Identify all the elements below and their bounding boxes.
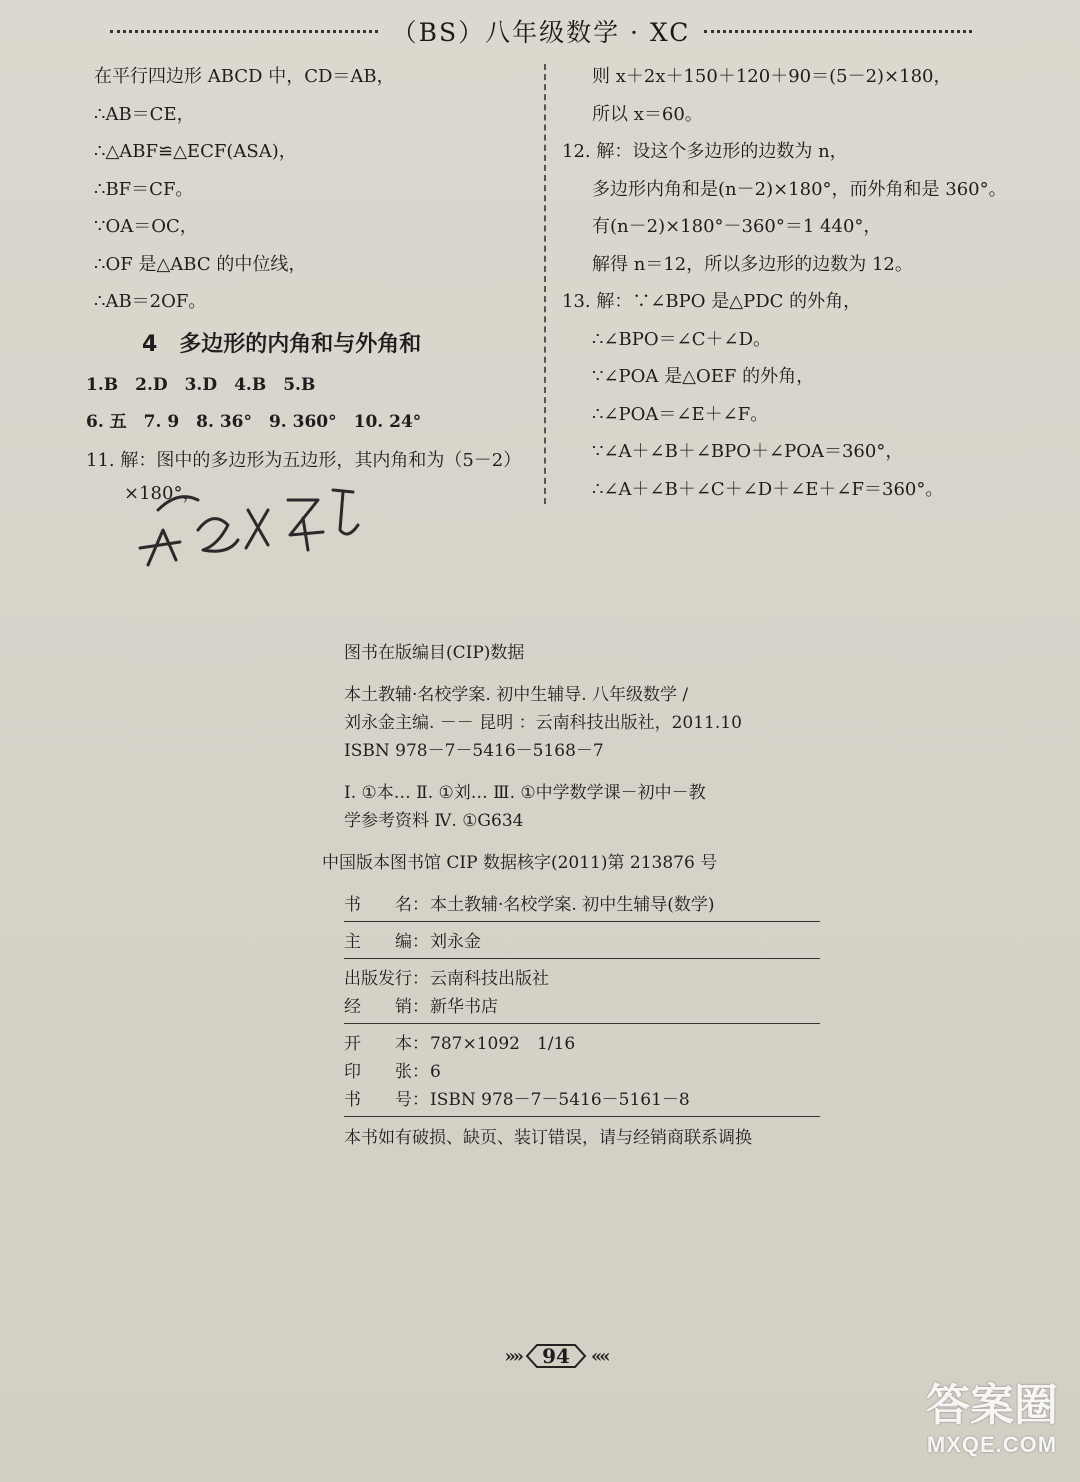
question-13-line: ∵∠POA 是△OEF 的外角， xyxy=(592,366,815,387)
question-12-line: 多边形内角和是(n－2)×180°，而外角和是 360°。 xyxy=(592,178,1007,200)
field-value: 787×1092 1/16 xyxy=(430,1034,576,1054)
proof-line: ∴AB＝CE， xyxy=(94,103,195,125)
cip-field xyxy=(344,1030,824,1058)
cip-field xyxy=(344,1058,824,1086)
cip-line: Ⅰ. ①本… Ⅱ. ①刘… Ⅲ. ①中学数学课－初中－教 xyxy=(344,783,706,803)
cip-line: ISBN 978－7－5416－5168－7 xyxy=(344,741,604,761)
field-value: 6 xyxy=(430,1062,441,1082)
chevron-right-icon: »» xyxy=(504,1345,521,1367)
proof-line: 则 x＋2x＋150＋120＋90＝(5－2)×180， xyxy=(592,66,952,87)
field-label: 出版发行： xyxy=(344,969,429,989)
cip-line: 学参考资料 Ⅳ. ①G634 xyxy=(344,811,524,831)
proof-line: ∴△ABF≌△ECF(ASA)， xyxy=(94,141,297,162)
header-title: （BS）八年级数学 · XC xyxy=(391,18,691,47)
field-label: 主 编： xyxy=(344,932,429,952)
proof-line: 在平行四边形 ABCD 中，CD＝AB， xyxy=(94,66,395,87)
question-13-line: ∴∠A＋∠B＋∠C＋∠D＋∠E＋∠F＝360°。 xyxy=(592,478,944,500)
page-number xyxy=(486,1340,626,1372)
field-label: 印 张： xyxy=(344,1062,429,1082)
cip-field xyxy=(344,891,824,919)
question-13-line: ∴∠BPO＝∠C＋∠D。 xyxy=(592,328,771,350)
cip-rule xyxy=(344,1116,820,1117)
cip-rule xyxy=(344,921,820,922)
proof-line: ∵OA＝OC， xyxy=(94,216,198,237)
question-13-line: ∵∠A＋∠B＋∠BPO＋∠POA＝360°， xyxy=(592,441,904,462)
watermark-logo xyxy=(922,1380,1062,1470)
field-label: 书 号： xyxy=(344,1090,429,1110)
question-11-line: 11. 解：图中的多边形为五边形，其内角和为（5－2） xyxy=(86,449,522,471)
cip-rule xyxy=(344,958,820,959)
cip-line: 本土教辅·名校学案. 初中生辅导. 八年级数学 / xyxy=(344,685,689,705)
question-12-line: 解得 n＝12，所以多边形的边数为 12。 xyxy=(592,253,913,275)
header-rule-left xyxy=(110,30,378,33)
question-11-line: ×180°， xyxy=(124,483,201,504)
cip-data-number: 中国版本图书馆 CIP 数据核字(2011)第 213876 号 xyxy=(322,853,718,873)
field-value: ISBN 978－7－5416－5161－8 xyxy=(430,1090,690,1110)
proof-line: ∴OF 是△ABC 的中位线， xyxy=(94,253,307,275)
cip-title: 图书在版编目(CIP)数据 xyxy=(344,643,525,663)
cip-rule xyxy=(344,1023,820,1024)
cip-line: 刘永金主编. －－ 昆明 ：云南科技出版社，2011.10 xyxy=(344,713,742,733)
proof-line: ∴BF＝CF。 xyxy=(94,178,194,200)
section-title: 4 多边形的内角和与外角和 xyxy=(142,331,422,357)
question-13-line: ∴∠POA＝∠E＋∠F。 xyxy=(592,403,769,425)
field-label: 经 销： xyxy=(344,997,429,1017)
question-12-line: 有(n－2)×180°－360°＝1 440°， xyxy=(592,216,882,237)
question-13-line: 13. 解：∵∠BPO 是△PDC 的外角， xyxy=(562,291,862,312)
right-column xyxy=(562,58,1022,508)
column-divider xyxy=(544,64,546,504)
field-value: 云南科技出版社 xyxy=(430,969,549,989)
cip-field xyxy=(344,993,824,1021)
chevron-left-icon: «« xyxy=(591,1345,608,1367)
cip-footer-note: 本书如有破损、缺页、装订错误，请与经销商联系调换 xyxy=(344,1128,752,1148)
field-value: 新华书店 xyxy=(430,997,498,1017)
answer-row: 6. 五 7. 9 8. 36° 9. 360° 10. 24° xyxy=(86,412,422,432)
cip-paragraph xyxy=(344,681,824,765)
cip-block xyxy=(322,638,824,1153)
watermark-text: 答案圈 xyxy=(926,1380,1058,1431)
field-value: 刘永金 xyxy=(430,932,481,952)
page-header xyxy=(96,14,986,48)
proof-line: ∴AB＝2OF。 xyxy=(94,291,207,312)
proof-line: 所以 x＝60。 xyxy=(592,103,703,125)
header-rule-right xyxy=(704,30,972,33)
handwritten-scribble-icon xyxy=(118,470,368,580)
page-number-text: 94 xyxy=(542,1344,570,1368)
cip-paragraph xyxy=(344,779,824,835)
field-value: 本土教辅·名校学案. 初中生辅导(数学) xyxy=(430,895,715,915)
left-column xyxy=(86,58,534,509)
field-label: 书 名： xyxy=(344,895,429,915)
page-number-badge xyxy=(521,1342,591,1370)
field-label: 开 本： xyxy=(344,1034,429,1054)
cip-field xyxy=(344,965,824,993)
watermark-url: MXQE.COM xyxy=(926,1432,1058,1457)
question-12-line: 12. 解：设这个多边形的边数为 n， xyxy=(562,141,848,162)
cip-field xyxy=(344,1086,824,1114)
answer-row: 1.B 2.D 3.D 4.B 5.B xyxy=(86,374,316,395)
cip-field xyxy=(344,928,824,956)
